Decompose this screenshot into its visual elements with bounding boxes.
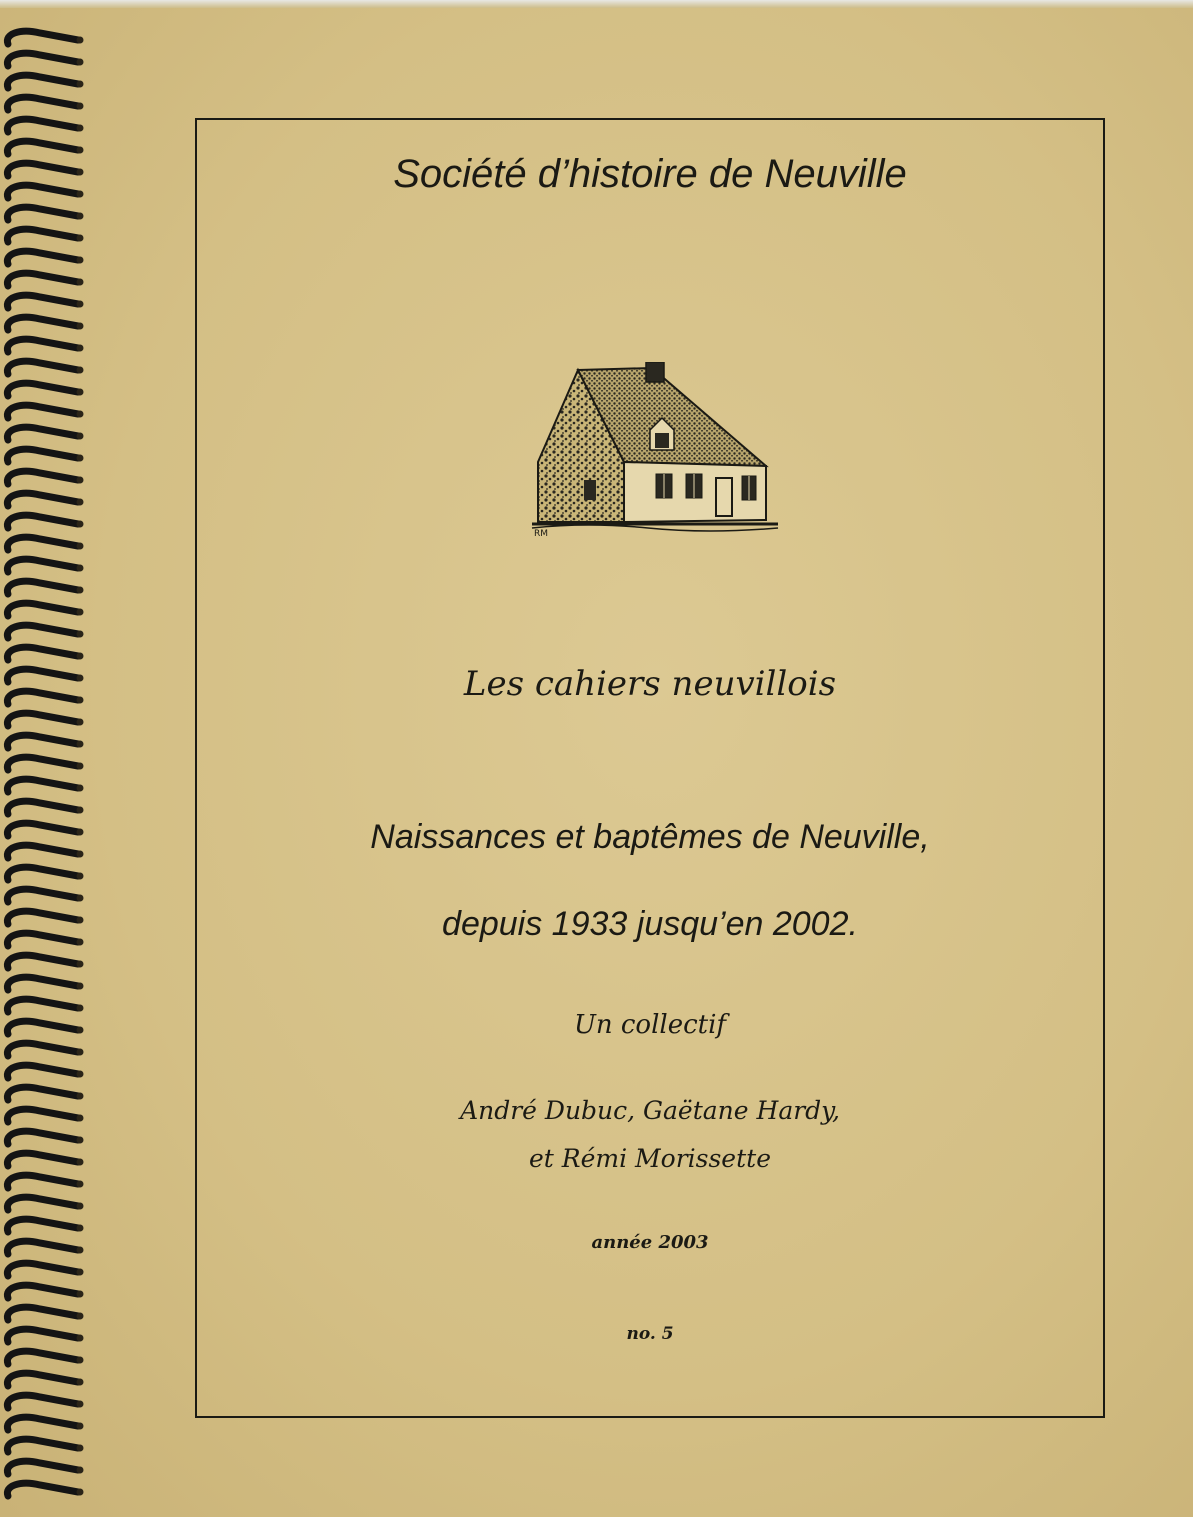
- publication-year: année 2003: [591, 1232, 709, 1253]
- binding-hole: [77, 279, 84, 286]
- binding-hole: [77, 895, 84, 902]
- book-title-line-1: Naissances et baptêmes de Neuville,: [370, 818, 930, 856]
- spiral-coil: [7, 31, 78, 44]
- spiral-coil: [7, 1175, 78, 1188]
- spiral-coil: [7, 691, 78, 704]
- book-title-line-2: depuis 1933 jusqu’en 2002.: [442, 905, 858, 943]
- spiral-coil: [7, 647, 78, 660]
- binding-hole: [77, 37, 84, 44]
- binding-hole: [77, 851, 84, 858]
- illustration-initials: RM: [534, 529, 549, 538]
- binding-hole: [77, 807, 84, 814]
- binding-hole: [77, 1291, 84, 1298]
- binding-hole: [77, 631, 84, 638]
- binding-hole: [77, 257, 84, 264]
- spiral-binding: [0, 20, 90, 1510]
- cover-border-frame: [195, 118, 1105, 1418]
- binding-hole: [77, 455, 84, 462]
- spiral-coil: [7, 757, 78, 770]
- binding-hole: [77, 697, 84, 704]
- society-title: Société d’histoire de Neuville: [393, 152, 907, 196]
- binding-hole: [77, 147, 84, 154]
- spiral-coil: [7, 471, 78, 484]
- spiral-coil: [7, 867, 78, 880]
- binding-hole: [77, 829, 84, 836]
- spiral-coil: [7, 515, 78, 528]
- binding-hole: [77, 81, 84, 88]
- spiral-coil: [7, 823, 78, 836]
- authors-line-1: André Dubuc, Gaëtane Hardy,: [460, 1096, 840, 1125]
- spiral-coil: [7, 449, 78, 462]
- binding-hole: [77, 1115, 84, 1122]
- spiral-coil: [7, 361, 78, 374]
- binding-hole: [77, 1225, 84, 1232]
- house-illustration: [528, 362, 780, 538]
- spiral-coil: [7, 955, 78, 968]
- spiral-coil: [7, 581, 78, 594]
- binding-hole: [77, 1467, 84, 1474]
- binding-hole: [77, 389, 84, 396]
- binding-hole: [77, 213, 84, 220]
- spiral-coil: [7, 735, 78, 748]
- binding-hole: [77, 741, 84, 748]
- spiral-coil: [7, 1263, 78, 1276]
- binding-hole: [77, 477, 84, 484]
- spiral-coil: [7, 97, 78, 110]
- binding-hole: [77, 1137, 84, 1144]
- spiral-coil: [7, 1395, 78, 1408]
- spiral-coil: [7, 119, 78, 132]
- spiral-coil: [7, 405, 78, 418]
- binding-hole: [77, 235, 84, 242]
- binding-hole: [77, 1423, 84, 1430]
- spiral-coil: [7, 537, 78, 550]
- spiral-coil: [7, 251, 78, 264]
- spiral-coil: [7, 493, 78, 506]
- spiral-coil: [7, 713, 78, 726]
- spiral-coil: [7, 185, 78, 198]
- spiral-coil: [7, 1043, 78, 1056]
- spiral-coil: [7, 1087, 78, 1100]
- spiral-coil: [7, 1197, 78, 1210]
- binding-hole: [77, 367, 84, 374]
- page-top-edge: [0, 0, 1193, 8]
- binding-hole: [77, 587, 84, 594]
- binding-hole: [77, 301, 84, 308]
- binding-hole: [77, 719, 84, 726]
- spiral-coil: [7, 295, 78, 308]
- spiral-coil: [7, 1021, 78, 1034]
- binding-hole: [77, 103, 84, 110]
- issue-number: no. 5: [626, 1324, 674, 1344]
- spiral-coil: [7, 1461, 78, 1474]
- binding-hole: [77, 1335, 84, 1342]
- binding-hole: [77, 1181, 84, 1188]
- binding-hole: [77, 1313, 84, 1320]
- binding-hole: [77, 1357, 84, 1364]
- spiral-coil: [7, 207, 78, 220]
- binding-hole: [77, 1005, 84, 1012]
- spiral-coil: [7, 53, 78, 66]
- binding-hole: [77, 499, 84, 506]
- spiral-coil: [7, 383, 78, 396]
- spiral-coil: [7, 1417, 78, 1430]
- binding-hole: [77, 1247, 84, 1254]
- spiral-coil: [7, 163, 78, 176]
- spiral-coil: [7, 339, 78, 352]
- spiral-coil: [7, 317, 78, 330]
- series-title: Les cahiers neuvillois: [463, 664, 837, 704]
- spiral-coil: [7, 999, 78, 1012]
- binding-hole: [77, 1401, 84, 1408]
- spiral-coil: [7, 141, 78, 154]
- spiral-coil: [7, 1329, 78, 1342]
- spiral-coil: [7, 559, 78, 572]
- binding-hole: [77, 1093, 84, 1100]
- binding-hole: [77, 433, 84, 440]
- spiral-coil: [7, 603, 78, 616]
- binding-hole: [77, 1071, 84, 1078]
- spiral-coil: [7, 669, 78, 682]
- collective-label: Un collectif: [573, 1010, 727, 1040]
- spiral-coil: [7, 977, 78, 990]
- binding-hole: [77, 1445, 84, 1452]
- binding-hole: [77, 1379, 84, 1386]
- binding-hole: [77, 939, 84, 946]
- binding-hole: [77, 609, 84, 616]
- binding-hole: [77, 59, 84, 66]
- spiral-coil: [7, 229, 78, 242]
- binding-hole: [77, 191, 84, 198]
- binding-hole: [77, 1269, 84, 1276]
- binding-hole: [77, 1049, 84, 1056]
- binding-hole: [77, 785, 84, 792]
- binding-hole: [77, 1159, 84, 1166]
- spiral-coil: [7, 1439, 78, 1452]
- spiral-coil: [7, 1109, 78, 1122]
- spiral-coil: [7, 75, 78, 88]
- spiral-coil: [7, 1373, 78, 1386]
- spiral-coil: [7, 889, 78, 902]
- binding-hole: [77, 543, 84, 550]
- binding-hole: [77, 653, 84, 660]
- binding-hole: [77, 763, 84, 770]
- spiral-coil: [7, 779, 78, 792]
- binding-hole: [77, 983, 84, 990]
- binding-hole: [77, 873, 84, 880]
- spiral-coil: [7, 911, 78, 924]
- binding-hole: [77, 675, 84, 682]
- binding-hole: [77, 169, 84, 176]
- binding-hole: [77, 1027, 84, 1034]
- spiral-coil: [7, 1065, 78, 1078]
- binding-hole: [77, 345, 84, 352]
- binding-hole: [77, 323, 84, 330]
- spiral-coil: [7, 801, 78, 814]
- spiral-coil: [7, 1351, 78, 1364]
- spiral-coil: [7, 625, 78, 638]
- spiral-coil: [7, 1483, 78, 1496]
- spiral-coil: [7, 1307, 78, 1320]
- spiral-coil: [7, 1285, 78, 1298]
- binding-hole: [77, 565, 84, 572]
- binding-hole: [77, 411, 84, 418]
- binding-hole: [77, 1203, 84, 1210]
- spiral-coil: [7, 1219, 78, 1232]
- spiral-coil: [7, 1153, 78, 1166]
- authors-line-2: et Rémi Morissette: [529, 1144, 771, 1173]
- spiral-coil: [7, 845, 78, 858]
- binding-hole: [77, 125, 84, 132]
- binding-hole: [77, 521, 84, 528]
- binding-hole: [77, 1489, 84, 1496]
- spiral-coil: [7, 1241, 78, 1254]
- binding-hole: [77, 961, 84, 968]
- spiral-coil: [7, 1131, 78, 1144]
- binding-hole: [77, 917, 84, 924]
- spiral-coil: [7, 427, 78, 440]
- spiral-coil: [7, 273, 78, 286]
- spiral-coil: [7, 933, 78, 946]
